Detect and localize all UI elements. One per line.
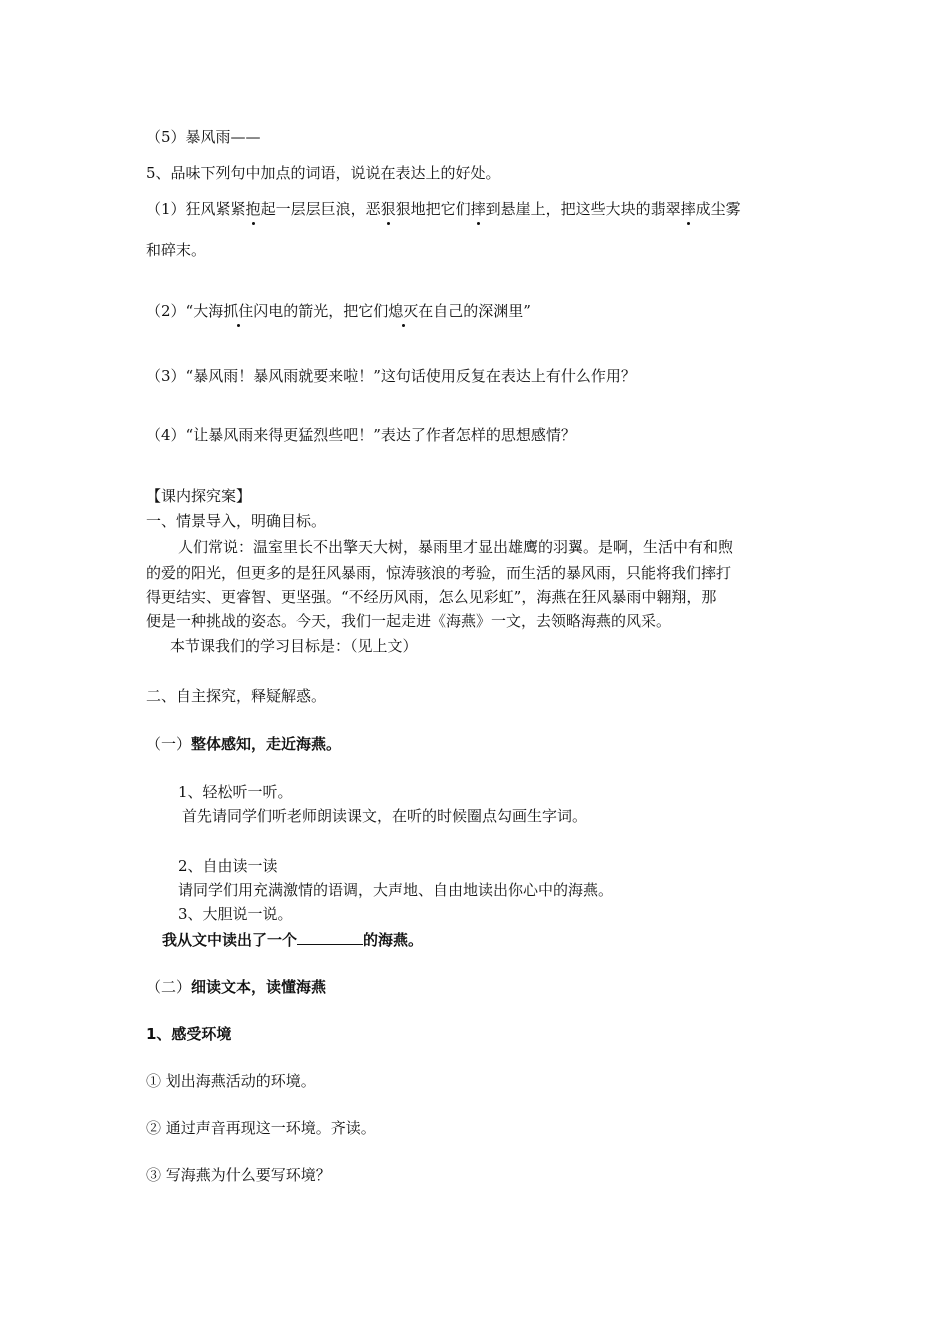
question-5-title: 5、品味下列句中加点的词语，说说在表达上的好处。 [146, 164, 501, 182]
fill-in-sentence: 我从文中读出了一个 的海燕。 [162, 931, 424, 949]
sentence-1: （1）狂风紧紧抱起一层层巨浪，恶狠狠地把它们摔到悬崖上，把这些大块的翡翠摔成尘雾 [146, 200, 741, 218]
task-item-3: ③ 写海燕为什么要写环境？ [146, 1166, 331, 1184]
subsection-2-title: （二）细读文本，读懂海燕 [146, 978, 327, 996]
dotted-word: 摔 [680, 200, 696, 218]
learning-goal: 本节课我们的学习目标是：（见上文） [170, 637, 418, 655]
task-item-1: ① 划出海燕活动的环境。 [146, 1072, 316, 1090]
dotted-word: 抱 [245, 200, 261, 218]
dotted-word: 摔 [470, 200, 486, 218]
question-5-item-5: （5）暴风雨—— [146, 128, 261, 146]
intro-line-1: 人们常说：温室里长不出擎天大树，暴雨里才显出雄鹰的羽翼。是啊，生活中有和煦 [178, 538, 734, 556]
dotted-word: 熄灭 [388, 302, 419, 320]
task-item-2: ② 通过声音再现这一环境。齐读。 [146, 1119, 376, 1137]
sentence-3: （3）“暴风雨！暴风雨就要来啦！”这句话使用反复在表达上有什么作用？ [146, 367, 636, 385]
section-heading: 【课内探究案】 [146, 487, 252, 505]
step-2: 2、自由读一读 [178, 857, 278, 875]
intro-line-4: 便是一种挑战的姿态。今天，我们一起走进《海燕》一文，去领略海燕的风采。 [146, 612, 672, 630]
answer-blank[interactable] [297, 930, 363, 945]
intro-line-3: 得更结实、更睿智、更坚强。“不经历风雨，怎么见彩虹”，海燕在狂风暴雨中翱翔，那 [146, 588, 717, 606]
task-title: 1、感受环境 [146, 1025, 232, 1043]
intro-line-2: 的爱的阳光，但更多的是狂风暴雨，惊涛骇浪的考验，而生活的暴风雨，只能将我们摔打 [146, 564, 732, 582]
sentence-1-continuation: 和碎末。 [146, 241, 207, 259]
step-1-text: 首先请同学们听老师朗读课文，在听的时候圈点勾画生字词。 [182, 807, 588, 825]
dotted-word: 恶狠狠 [365, 200, 411, 218]
step-1: 1、轻松听一听。 [178, 783, 293, 801]
dotted-word: 抓住 [223, 302, 254, 320]
part-1-title: 一、情景导入，明确目标。 [146, 512, 327, 530]
subsection-1-title: （一）整体感知，走近海燕。 [146, 735, 342, 753]
part-2-title: 二、自主探究，释疑解惑。 [146, 687, 327, 705]
sentence-4: （4）“让暴风雨来得更猛烈些吧！”表达了作者怎样的思想感情？ [146, 426, 576, 444]
step-2-text: 请同学们用充满激情的语调，大声地、自由地读出你心中的海燕。 [178, 881, 614, 899]
sentence-2: （2）“大海抓住闪电的箭光，把它们熄灭在自己的深渊里” [146, 302, 531, 320]
step-3: 3、大胆说一说。 [178, 905, 293, 923]
